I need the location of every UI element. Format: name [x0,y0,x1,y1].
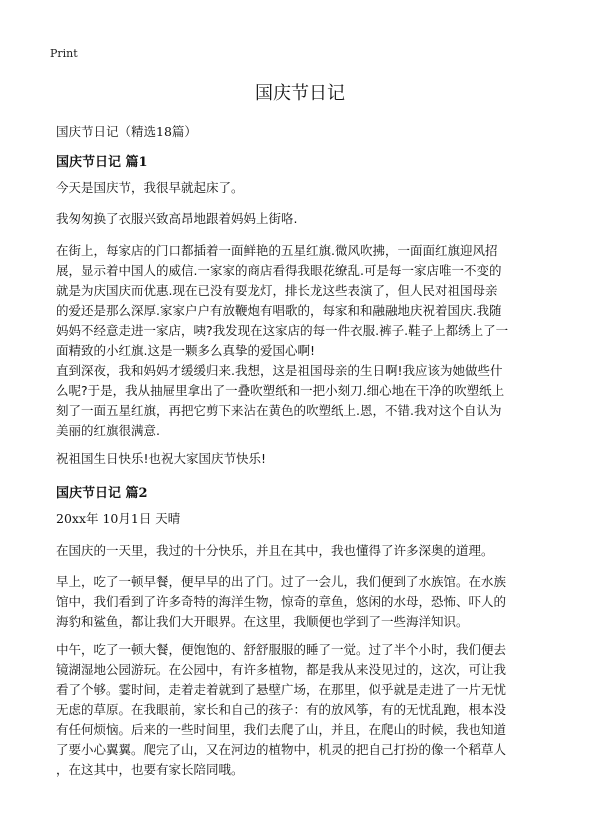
paragraph: 今天是国庆节，我很早就起床了。 [56,180,244,195]
paragraph: 我匆匆换了衣服兴致高昂地跟着妈妈上街咯. [56,211,298,226]
print-link[interactable]: Print [50,47,78,60]
paragraph: 早上，吃了一顿早餐，便早早的出了门。过了一会儿，我们便到了水族馆。在水族 馆中，我们看到了许多奇特的海洋生物，惊奇的章鱼，悠闲的水母，恐怖、吓人的 海豹和鲨鱼，都让我们大开眼界。在这里，我顺便也学到了一些海洋知识。 [56,574,507,629]
paragraph: 在街上，每家店的门口都插着一面鲜艳的五星红旗.微风吹拂，一面面红旗迎风招 展，显示着中国人的威信.一家家的商店看得我眼花缭乱.可是每一家店唯一不变的 就是为庆国庆而优惠.现在已没有耍龙灯，排长龙这些表演了，但人民对祖国母亲 的爱还是那么深厚.家家户户有放鞭炮有唱歌的，每家和和融融地庆祝着国庆.我随 妈妈不经意走进一家店，咦?我发现在这家店的每一件衣服.裤子.鞋子上都绣上了一 面精致的小红旗.这是一颗多么真挚的爱国心啊! [56,243,509,358]
paragraph: 直到深夜，我和妈妈才缓缓归来.我想，这是祖国母亲的生日啊!我应该为她做些什 么呢?于是，我从抽屉里拿出了一叠吹塑纸和一把小刻刀.细心地在干净的吹塑纸上 刻了一面五星红旗，再把它剪下来沾在黄色的吹塑纸上.恩，不错.我对这个自认为 美丽的红旗很满意. [56,363,505,438]
page-title: 国庆节日记 [255,83,345,104]
section-heading-1: 国庆节日记 篇1 [56,155,148,170]
document-subtitle: 国庆节日记（精选18篇） [56,124,197,139]
paragraph: 在国庆的一天里，我过的十分快乐，并且在其中，我也懂得了许多深奥的道理。 [56,543,494,558]
paragraph: 祝祖国生日快乐!也祝大家国庆节快乐! [56,451,267,466]
date-line: 20xx年 10月1日 天晴 [56,511,181,526]
section-heading-2: 国庆节日记 篇2 [56,486,148,501]
paragraph: 中午，吃了一顿大餐，便饱饱的、舒舒服服的睡了一觉。过了半个小时，我们便去 镜湖湿地公园游玩。在公园中，有许多植物，都是我从来没见过的，这次，可让我 看了个够。霎时间，走着走着就到了悬壁广场，在那里，似乎就是走进了一片无忧 无虑的草原。在我眼前，家长和自己的孩子：有的放风筝，有的无忧乱跑，根本没 有任何烦恼。后来的一些时间里，我们去爬了山，并且，在爬山的时候，我也知道 了要小心翼翼。爬完了山，又在河边的植物中，机灵的把自己打扮的像一个稻草人 ，在这其中，也要有家长陪同哦。 [56,642,507,777]
